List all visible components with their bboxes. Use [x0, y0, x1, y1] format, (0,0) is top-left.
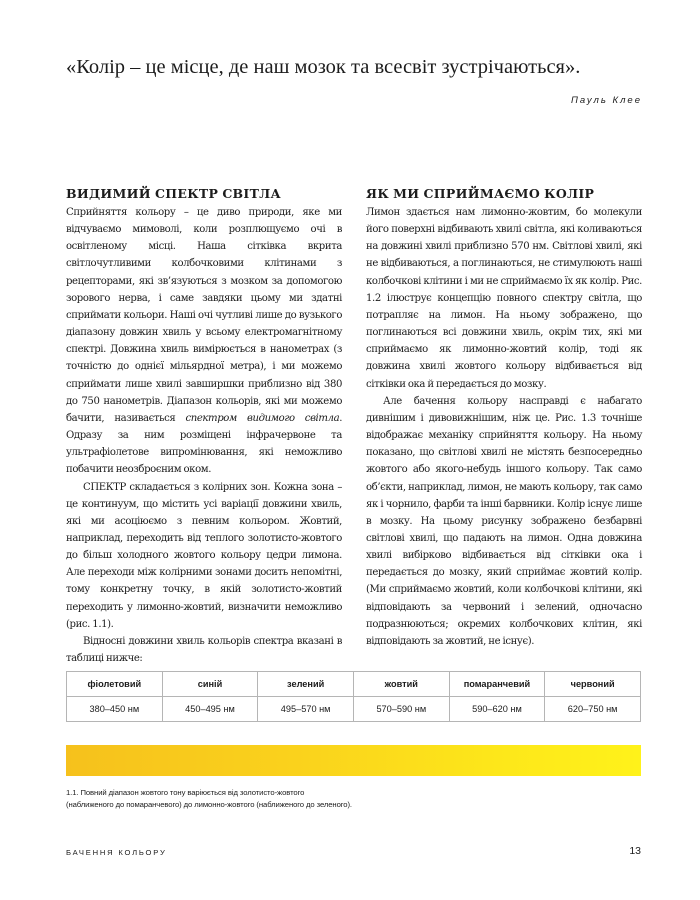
emphasis-term: спектром видимого світла	[185, 412, 340, 424]
wavelength-table	[66, 671, 641, 722]
paragraph-text: Сприйняття кольору – це диво природи, яке ми відчуваємо мимоволі, коли розплющуємо очі в освітленому місці. Наша сітківка вкрита світлочутливими колбочковими клітинами з рецепторами, які зв’язуються з мозком за допомогою зорового нерва, і саме завдяки цьому ми здатні сприймати кольори. Наші очі чутливі лише до вузького діапазону довжин хвиль у всьому електромагнітному спектрі. Довжина хвиль вимірюється в нанометрах (з точністю до однієї мільярдної метра), і ми можемо сприймати лише хвилі завширшки приблизно від 380 до 750 нанометрів. Діапазон кольорів, які ми можемо бачити, називається	[66, 207, 342, 424]
running-footer: БАЧЕННЯ КОЛЬОРУ	[66, 848, 167, 857]
paragraph: Але бачення кольору насправді є набагато дивнішим і дивовижнішим, ніж це. Рис. 1.3 точніше відображає механіку сприйняття кольору. На ньому показано, що світлові хвилі не містять безпосередньо жовтого або якого-небудь іншого кольору. Так само об’єкти, наприклад, лимон, не мають кольору, так само як і чорнило, фарби та інші барвники. Колір існує лише в мозку. На цьому рисунку зображено безбарвні світлові хвилі, що падають на лимон. Одна довжина хвилі вибірково відбивається від сітківки ока і передається до мозку, який сприймає жовтий колір. (Ми сприймаємо жовтий, коли колбочкові клітини, які відповідають за червоний і зелений, одночасно подразнюються; окремих колбочкових клітин, які відповідають за жовтий, не існує).	[366, 395, 642, 647]
table-header-cell: жовтий	[353, 672, 449, 697]
left-column	[66, 185, 342, 667]
table-cell: 570–590 нм	[353, 697, 449, 722]
page-number: 13	[629, 845, 641, 857]
epigraph-author: Пауль Клее	[570, 95, 642, 106]
caption-line: 1.1. Повний діапазон жовтого тону варіюється від золотисто-жовтого	[66, 788, 305, 797]
section-heading-color-perception: ЯК МИ СПРИЙМАЄМО КОЛІР	[366, 186, 595, 201]
table-header-cell: зелений	[258, 672, 354, 697]
table-row	[67, 697, 641, 722]
section-heading-visible-spectrum: ВИДИМИЙ СПЕКТР СВІТЛА	[66, 186, 282, 201]
table-header-cell: помаранчевий	[449, 672, 545, 697]
table-header-cell: синій	[162, 672, 258, 697]
table-cell: 450–495 нм	[162, 697, 258, 722]
table-cell: 620–750 нм	[545, 697, 641, 722]
caption-line: (наближеного до помаранчевого) до лимонно-жовтого (наближеного до зеленого).	[66, 800, 352, 809]
figure-caption	[66, 787, 641, 811]
epigraph-quote: «Колір – це місце, де наш мозок та всесвіт зустрічаються».	[66, 56, 581, 78]
paragraph-text: . Одразу за ним розміщені інфрачервоне та ультрафіолетове випромінювання, які неможливо побачити неозброєним оком.	[66, 412, 342, 476]
paragraph: СПЕКТР складається з колірних зон. Кожна зона – це континуум, що містить усі варіації довжини хвиль, які ми асоціюємо з певним кольором. Жовтий, наприклад, переходить від теплого золотисто-жовтого до більш холодного жовтого кольору цедри лимона. Але переходи між колірними зонами досить непомітні, тому конкретну точку, в якій золотисто-жовтий переходить у лимонно-жовтий, визначити неможливо (рис. 1.1).	[66, 481, 342, 630]
table-header-cell: фіолетовий	[67, 672, 163, 697]
paragraph: Відносні довжини хвиль кольорів спектра вказані в таблиці нижче:	[66, 635, 342, 665]
table-header-row	[67, 672, 641, 697]
right-column	[366, 185, 642, 650]
table-cell: 590–620 нм	[449, 697, 545, 722]
yellow-gradient-figure	[66, 745, 641, 776]
table-cell: 495–570 нм	[258, 697, 354, 722]
table-header-cell: червоний	[545, 672, 641, 697]
paragraph	[66, 204, 342, 479]
table-cell: 380–450 нм	[67, 697, 163, 722]
paragraph: Лимон здається нам лимонно-жовтим, бо молекули його поверхні відбивають хвилі світла, які коливаються на довжині хвилі приблизно 570 нм. Світлові хвилі, які не відбиваються, а поглинаються, не стимулюють наші колбочкові клітини і ми не сприймаємо їх як колір. Рис. 1.2 ілюструє концепцію повного спектру світла, що потрапляє на лимон. На ньому зображено, що поглинаються всі довжини хвиль, окрім тих, які ми сприймаємо як лимонно-жовтий колір, тоді як довжина хвилі жовтого кольору відбивається від сітківки ока й передається до мозку.	[366, 207, 642, 390]
